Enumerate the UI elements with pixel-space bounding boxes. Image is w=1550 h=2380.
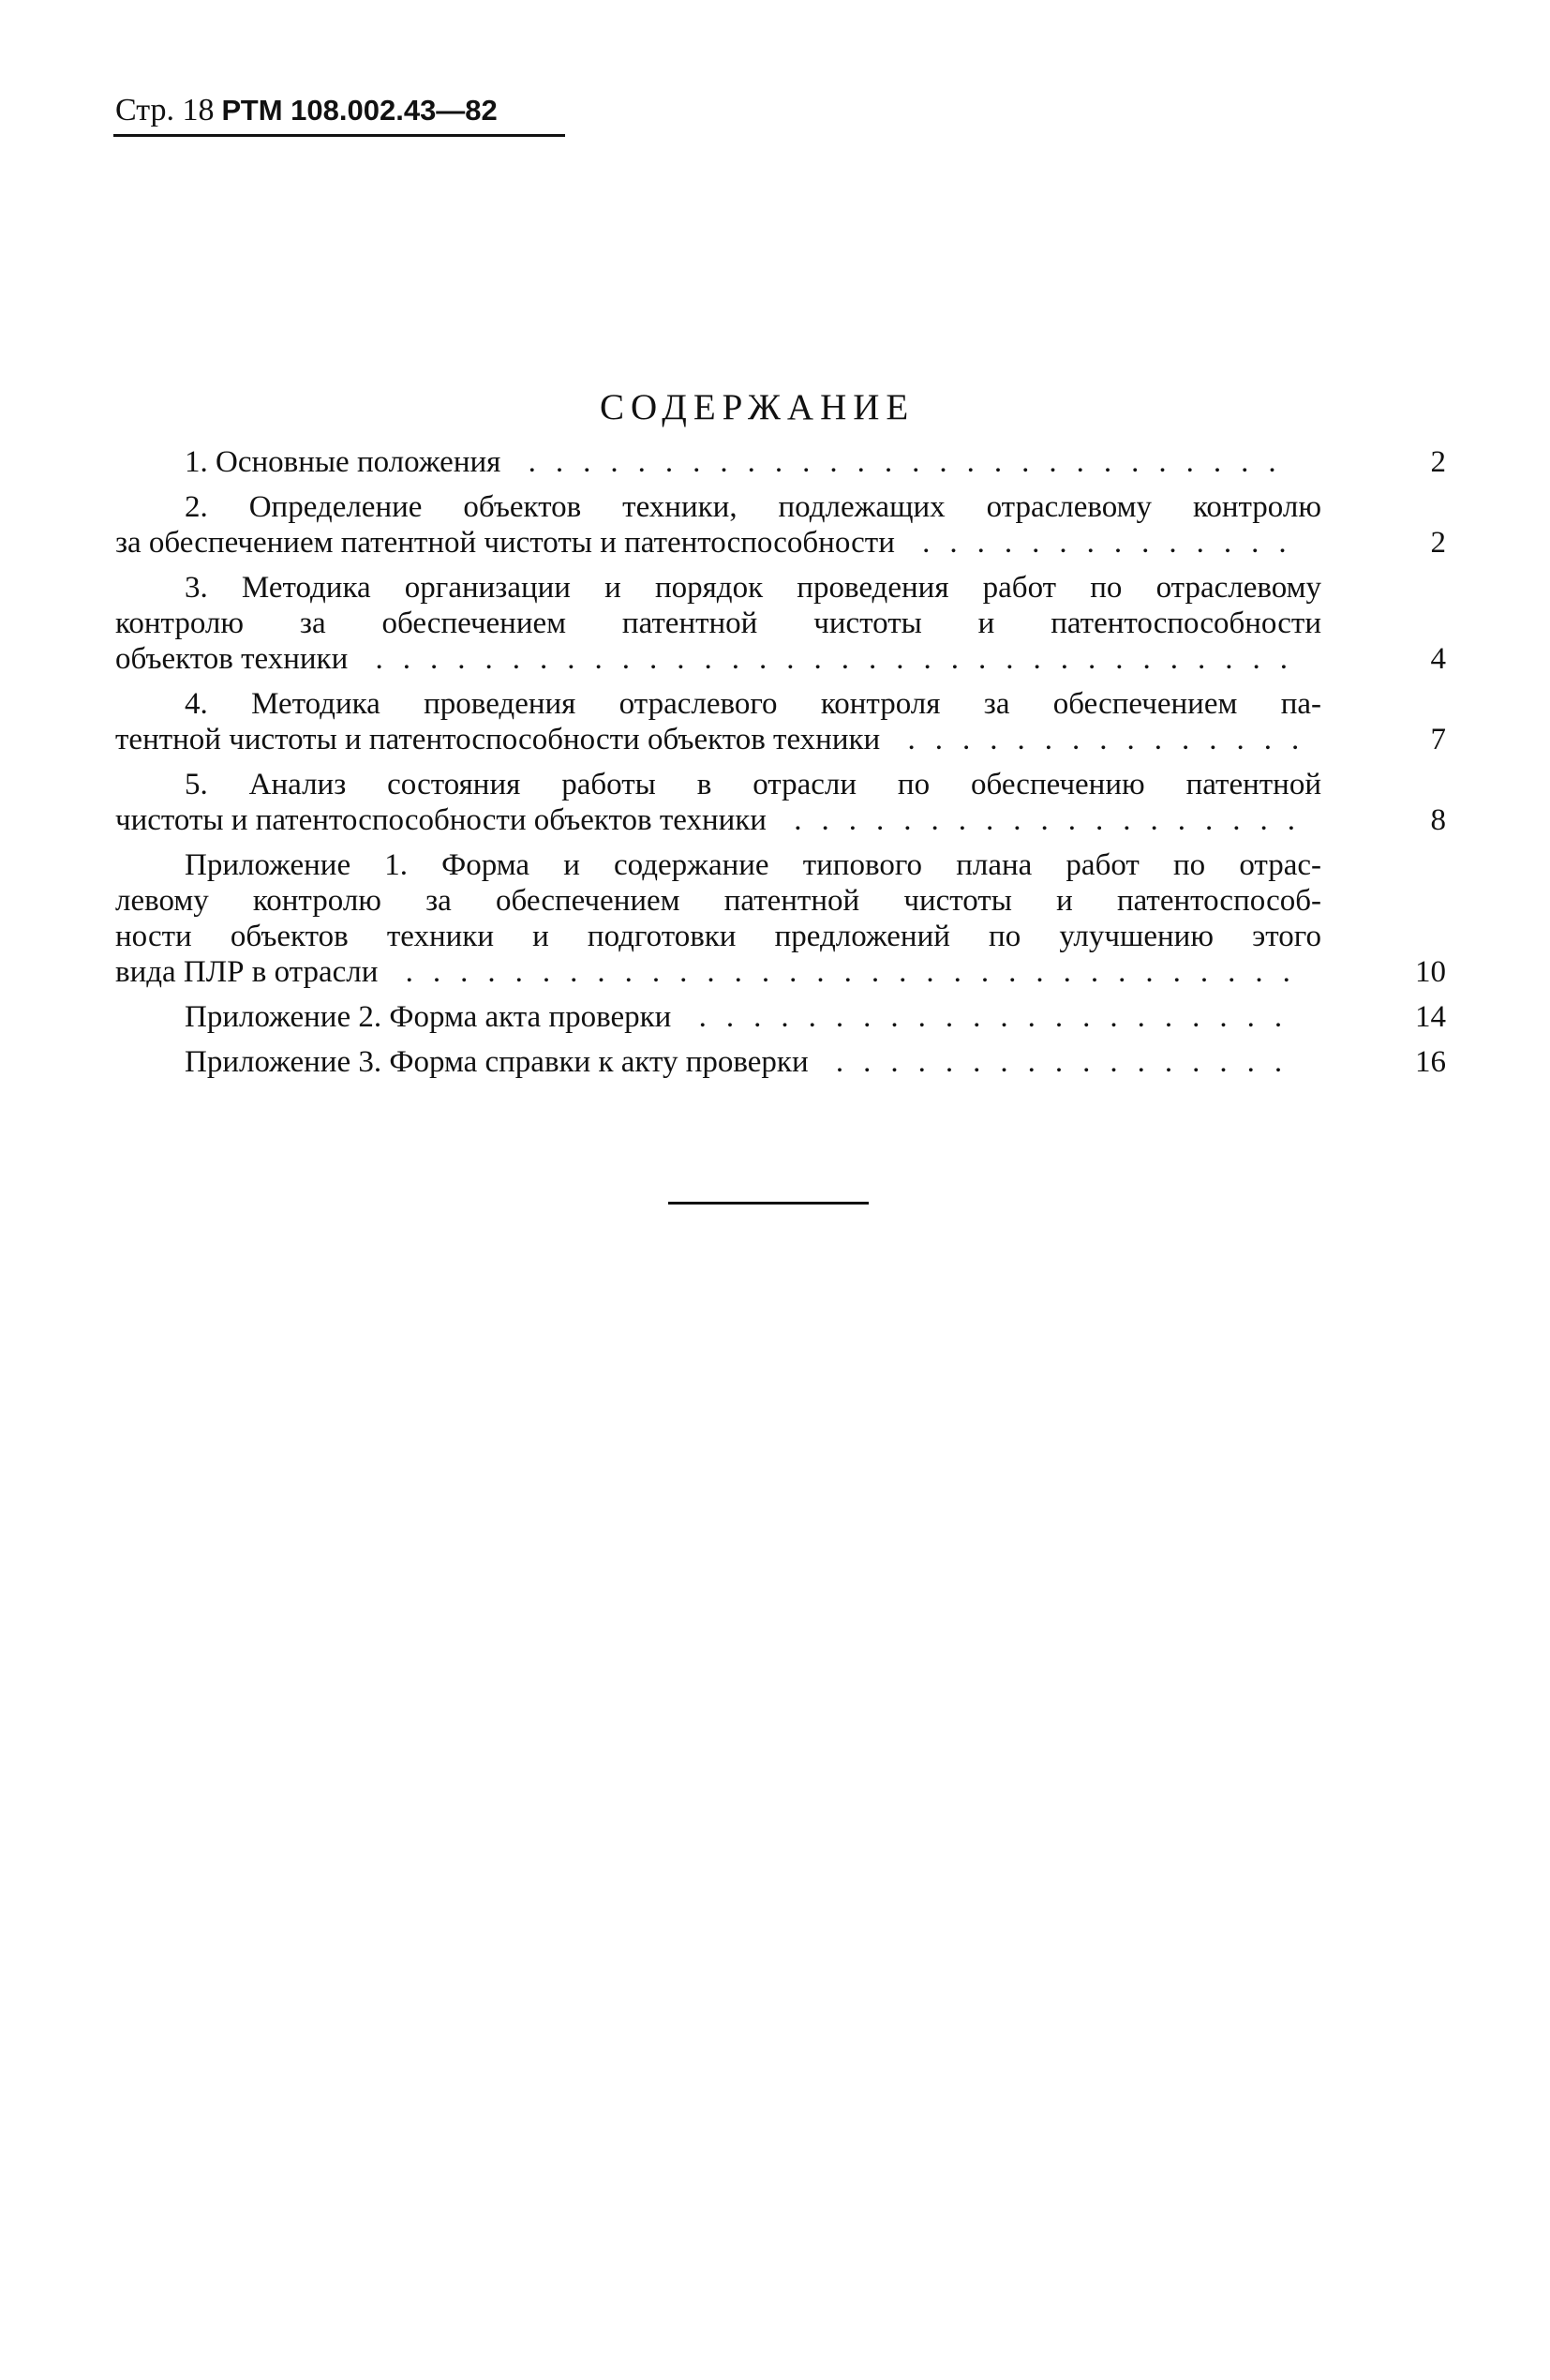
dot-leader: ............................ (500, 445, 1296, 479)
toc-entry-line: левому контролю за обеспечением патентной чистоты и патентоспособ- (115, 884, 1321, 918)
toc-entry (115, 1044, 1446, 1080)
toc-entry-line: 5. Анализ состояния работы в отрасли по обеспечению патентной (185, 768, 1321, 801)
toc-entry-text (115, 570, 1321, 677)
toc-entry-text (115, 767, 1321, 838)
toc-entry (115, 999, 1446, 1035)
toc-entry-line: вида ПЛР в отрасли ................................. (115, 955, 1310, 989)
toc-entry-text (115, 489, 1321, 561)
toc-entry-line: Приложение 3. Форма справки к акту проверки ................. (185, 1045, 1303, 1079)
toc-entry (115, 489, 1446, 561)
toc-entry-line: 3. Методика организации и порядок проведения работ по отраслевому (185, 571, 1321, 605)
page-label: Стр. 18 (115, 93, 215, 127)
dot-leader: ................. (808, 1045, 1303, 1079)
toc-page-number: 14 (1415, 1000, 1446, 1034)
toc-entry-line: 4. Методика проведения отраслевого контроля за обеспечением па- (185, 687, 1321, 721)
dot-leader: ...................... (671, 1000, 1303, 1034)
toc-title: СОДЕРЖАНИЕ (600, 387, 916, 427)
toc-entry-text (115, 686, 1321, 757)
dot-leader: ................... (766, 803, 1315, 837)
toc-page-number: 10 (1415, 955, 1446, 989)
toc-page-number: 2 (1430, 526, 1446, 560)
toc-page-number: 16 (1415, 1045, 1446, 1079)
header-line (115, 92, 498, 129)
toc-entry-line: 2. Определение объектов техники, подлежащих отраслевому контролю (185, 490, 1321, 524)
toc-page-number: 8 (1430, 803, 1446, 837)
header-underline (113, 134, 565, 137)
toc-entry (115, 767, 1446, 838)
toc-entry-line: контролю за обеспечением патентной чистоты и патентоспособности (115, 606, 1321, 640)
toc-entry-line: 1. Основные положения ............................ (185, 445, 1296, 479)
toc-entry (115, 847, 1446, 990)
toc-entry-line: объектов техники .................................. (115, 642, 1307, 676)
end-rule (668, 1202, 869, 1205)
toc-entry-line: ности объектов техники и подготовки предложений по улучшению этого (115, 920, 1321, 953)
document-number: РТМ 108.002.43—82 (221, 94, 498, 127)
toc-entry (115, 686, 1446, 757)
dot-leader: .................................. (348, 642, 1307, 676)
toc-entry (115, 570, 1446, 677)
dot-leader: .............. (894, 526, 1306, 560)
toc-entry-text (115, 1044, 1321, 1080)
toc-entry (115, 444, 1446, 480)
dot-leader: ................................. (378, 955, 1310, 989)
toc-entry-line: Приложение 2. Форма акта проверки ...................... (185, 1000, 1303, 1034)
toc-entry-text (115, 444, 1321, 480)
toc-entry-line: Приложение 1. Форма и содержание типового плана работ по отрас- (185, 848, 1321, 882)
toc-entry-text (115, 847, 1321, 990)
toc-entry-line: за обеспечением патентной чистоты и патентоспособности .............. (115, 526, 1306, 560)
toc-entry-text (115, 999, 1321, 1035)
toc-entry-line: чистоты и патентоспособности объектов техники ................... (115, 803, 1315, 837)
table-of-contents (115, 444, 1446, 1080)
toc-page-number: 7 (1430, 723, 1446, 756)
toc-page-number: 2 (1430, 445, 1446, 479)
dot-leader: ............... (880, 723, 1319, 756)
toc-page-number: 4 (1430, 642, 1446, 676)
toc-entry-line: тентной чистоты и патентоспособности объектов техники ............... (115, 723, 1319, 756)
